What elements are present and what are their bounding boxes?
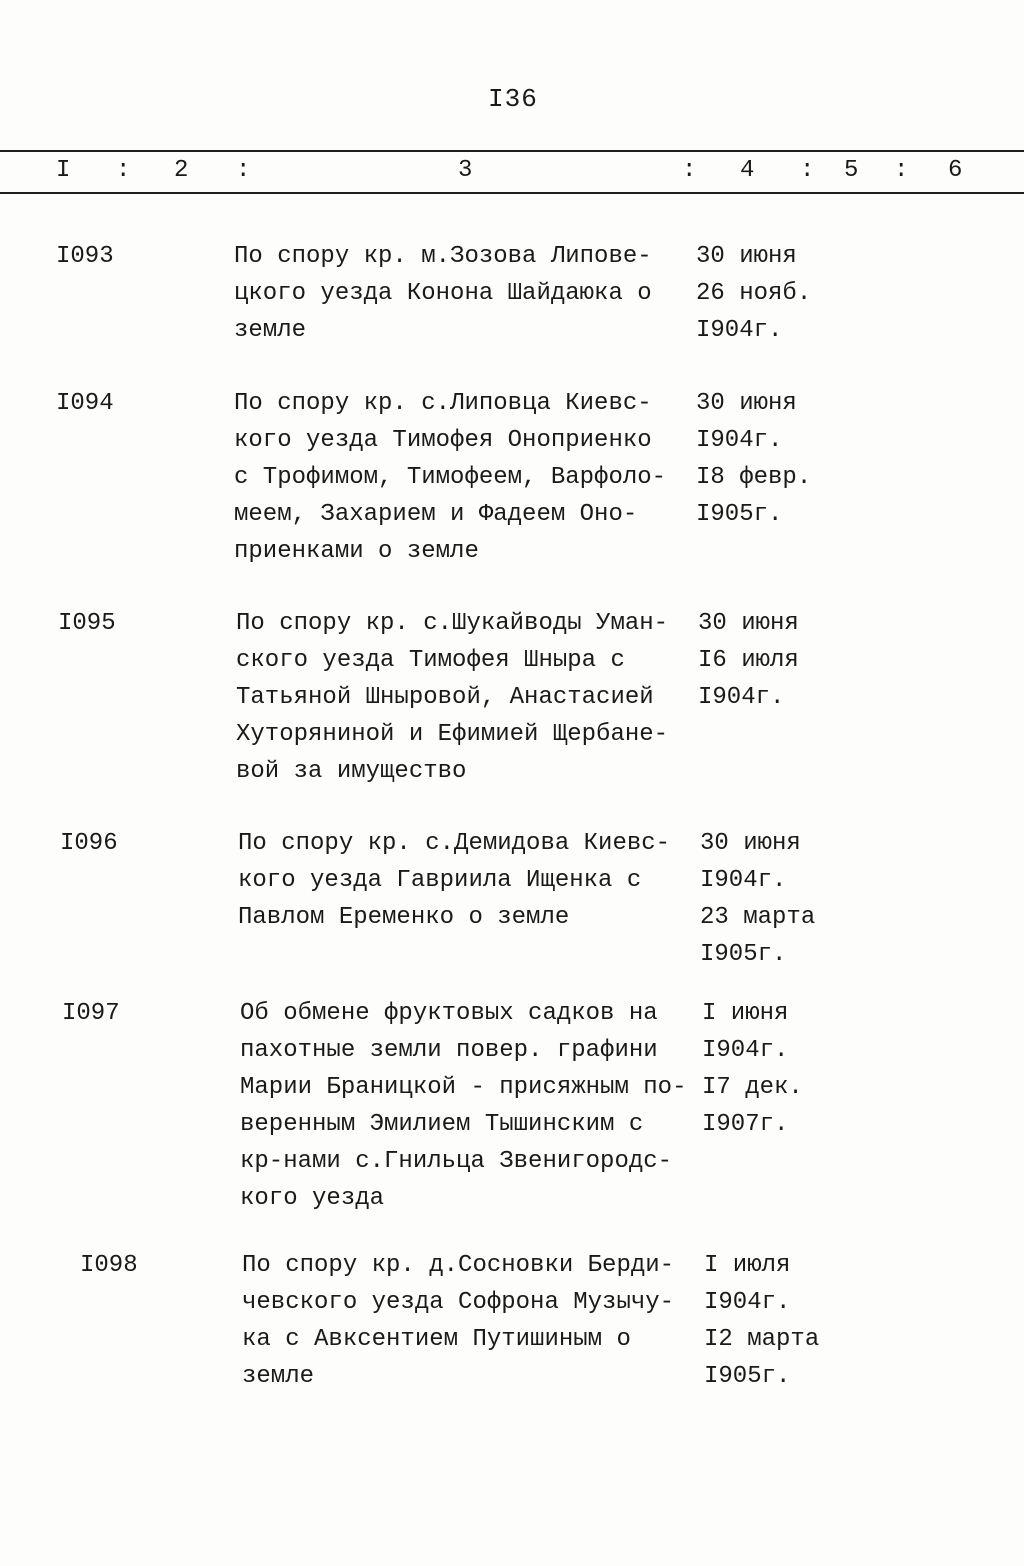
case-description [240,995,686,1217]
date-line: I905г. [700,941,787,968]
date-line: I2 марта [704,1326,820,1353]
description-line: По спору кр. с.Шукайводы Уман- [236,610,669,637]
case-dates [702,995,803,1143]
table-rule-top [0,150,1024,152]
header-separator: : [116,157,131,184]
header-separator: : [682,157,697,184]
header-col-3: 3 [458,157,473,184]
description-line: вой за имущество [236,758,467,785]
description-line: Хуторяниной и Ефимией Щербане- [236,721,669,748]
date-line: 30 июня [696,390,797,417]
case-dates [700,825,815,973]
case-dates [696,385,811,533]
description-line: с Трофимом, Тимофеем, Варфоло- [234,464,667,491]
date-line: I июня [702,1000,789,1027]
description-line: пахотные земли повер. графини [240,1037,658,1064]
description-line: цкого уезда Конона Шайдаюка о [234,280,652,307]
table-rule-bottom [0,192,1024,194]
case-dates [698,605,799,716]
case-number: I093 [56,243,114,270]
date-line: I904г. [698,684,785,711]
case-dates [704,1247,819,1395]
date-line: I905г. [696,501,783,528]
case-number: I094 [56,390,114,417]
description-line: кого уезда Тимофея Оноприенко [234,427,652,454]
description-line: приенками о земле [234,538,479,565]
case-description [234,385,666,570]
description-line: меем, Захарием и Фадеем Оно- [234,501,638,528]
date-line: I904г. [696,427,783,454]
date-line: I июля [704,1252,791,1279]
description-line: Марии Браницкой - присяжным по- [240,1074,687,1101]
header-col-2: 2 [174,157,189,184]
date-line: 30 июня [696,243,797,270]
description-line: веренным Эмилием Тышинским с [240,1111,644,1138]
date-line: 30 июня [700,830,801,857]
case-number: I097 [62,1000,120,1027]
date-line: I6 июля [698,647,799,674]
date-line: I904г. [696,317,783,344]
header-separator: : [894,157,909,184]
case-description [236,605,668,790]
date-line: 30 июня [698,610,799,637]
header-col-5: 5 [844,157,859,184]
date-line: I907г. [702,1111,789,1138]
description-line: По спору кр. д.Сосновки Берди- [242,1252,675,1279]
date-line: 23 марта [700,904,816,931]
case-number: I096 [60,830,118,857]
description-line: земле [242,1363,315,1390]
description-line: ка с Авксентием Путишиным о [242,1326,631,1353]
date-line: 26 нояб. [696,280,812,307]
date-line: I8 февр. [696,464,812,491]
case-number: I098 [80,1252,138,1279]
description-line: земле [234,317,307,344]
case-description [242,1247,674,1395]
header-col-1: I [56,157,71,184]
case-dates [696,238,811,349]
description-line: Об обмене фруктовых садков на [240,1000,658,1027]
page-number: I36 [488,84,538,114]
description-line: По спору кр. с.Липовца Киевс- [234,390,652,417]
description-line: чевского уезда Софрона Музычу- [242,1289,675,1316]
header-col-4: 4 [740,157,755,184]
description-line: Татьяной Шныровой, Анастасией [236,684,654,711]
date-line: I7 дек. [702,1074,803,1101]
description-line: Павлом Еременко о земле [238,904,570,931]
description-line: По спору кр. с.Демидова Киевс- [238,830,671,857]
header-col-6: 6 [948,157,963,184]
header-separator: : [236,157,251,184]
description-line: ского уезда Тимофея Шныра с [236,647,625,674]
description-line: кр-нами с.Гнильца Звенигородс- [240,1148,673,1175]
case-number: I095 [58,610,116,637]
date-line: I904г. [702,1037,789,1064]
description-line: По спору кр. м.Зозова Липове- [234,243,652,270]
date-line: I905г. [704,1363,791,1390]
header-separator: : [800,157,815,184]
case-description [238,825,670,936]
case-description [234,238,652,349]
description-line: кого уезда [240,1185,385,1212]
date-line: I904г. [700,867,787,894]
date-line: I904г. [704,1289,791,1316]
description-line: кого уезда Гавриила Ищенка с [238,867,642,894]
